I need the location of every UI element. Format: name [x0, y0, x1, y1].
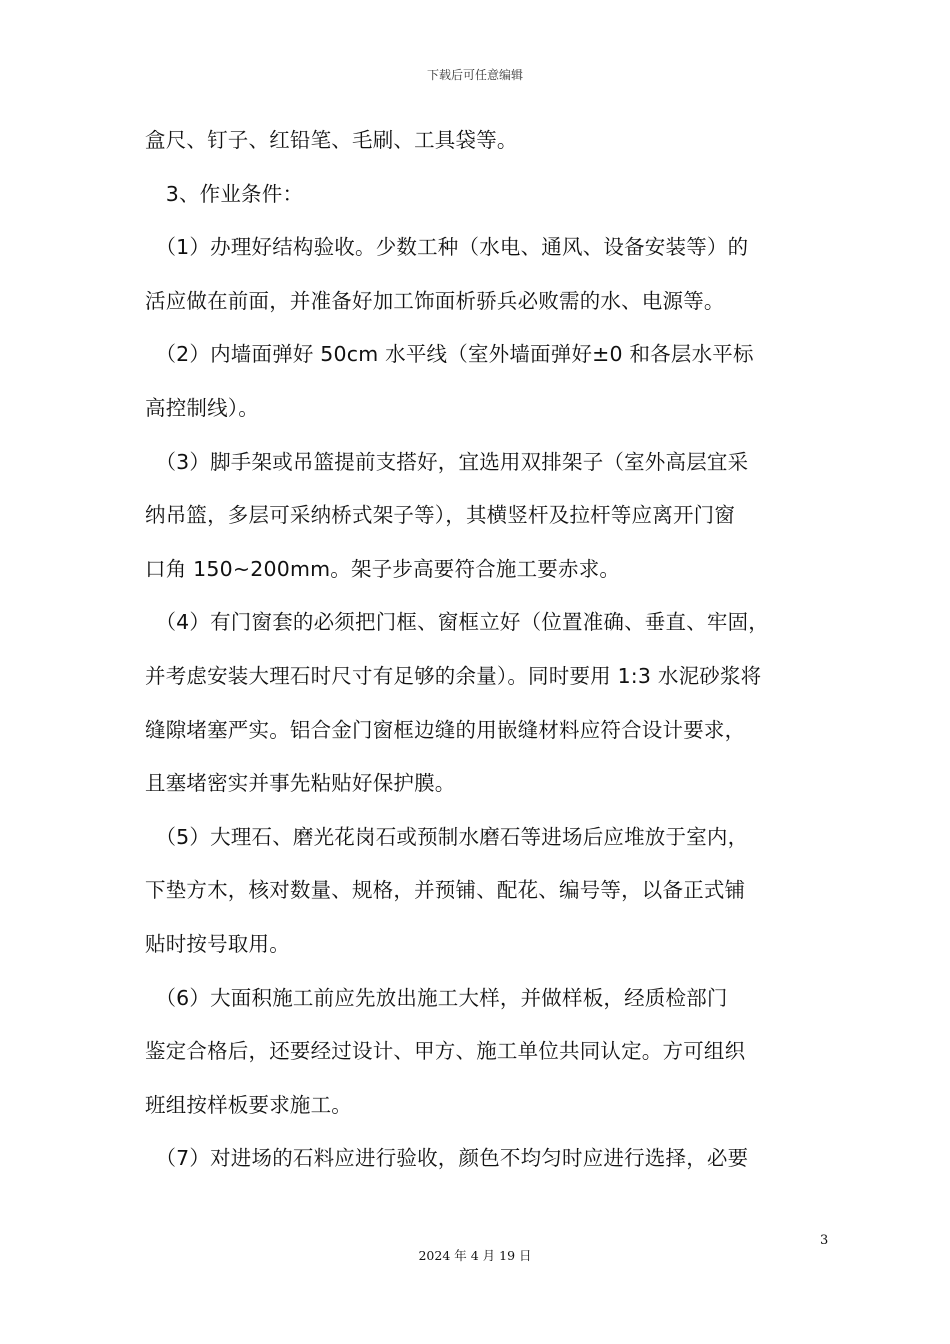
- text-line: 缝隙堵塞严实。铝合金门窗框边缝的用嵌缝材料应符合设计要求，: [145, 717, 746, 742]
- text-line: （3）脚手架或吊篮提前支搭好，宜选用双排架子（室外高层宜采: [145, 449, 749, 474]
- text-line: 并考虑安装大理石时尺寸有足够的余量）。同时要用 1:3 水泥砂浆将: [145, 663, 762, 688]
- text-line: （4）有门窗套的必须把门框、窗框立好（位置准确、垂直、牢固，: [145, 610, 769, 635]
- text-line: 贴时按号取用。: [145, 931, 290, 956]
- text-line: 3、作业条件：: [145, 181, 304, 206]
- text-line: （7）对进场的石料应进行验收，颜色不均匀时应进行选择，必要: [145, 1146, 749, 1171]
- text-line: 且塞堵密实并事先粘贴好保护膜。: [145, 771, 456, 796]
- text-line: （2）内墙面弹好 50cm 水平线（室外墙面弹好±0 和各层水平标: [145, 342, 754, 367]
- page-header: 下载后可任意编辑: [426, 68, 523, 82]
- text-line: 班组按样板要求施工。: [145, 1092, 352, 1117]
- text-line: 高控制线）。: [145, 395, 259, 420]
- text-line: 鉴定合格后，还要经过设计、甲方、施工单位共同认定。方可组织: [145, 1039, 746, 1064]
- document-body: [145, 114, 835, 1186]
- text-line: 活应做在前面，并准备好加工饰面析骄兵必败需的水、电源等。: [145, 288, 725, 313]
- page-footer-date: 2024 年 4 月 19 日: [418, 1248, 532, 1263]
- text-line: 口角 150~200mm。架子步高要符合施工要赤求。: [145, 556, 621, 581]
- text-line: 盒尺、钉子、红铅笔、毛刷、工具袋等。: [145, 128, 518, 152]
- text-line: 下垫方木，核对数量、规格，并预铺、配花、编号等，以备正式铺: [145, 878, 746, 903]
- text-line: 纳吊篮，多层可采纳桥式架子等），其横竖杆及拉杆等应离开门窗: [145, 503, 736, 528]
- text-line: （5）大理石、磨光花岗石或预制水磨石等进场后应堆放于室内，: [145, 824, 749, 849]
- text-line: （1）办理好结构验收。少数工种（水电、通风、设备安装等）的: [145, 235, 749, 260]
- page-number: 3: [820, 1233, 829, 1248]
- text-line: （6）大面积施工前应先放出施工大样，并做样板，经质检部门: [145, 985, 728, 1010]
